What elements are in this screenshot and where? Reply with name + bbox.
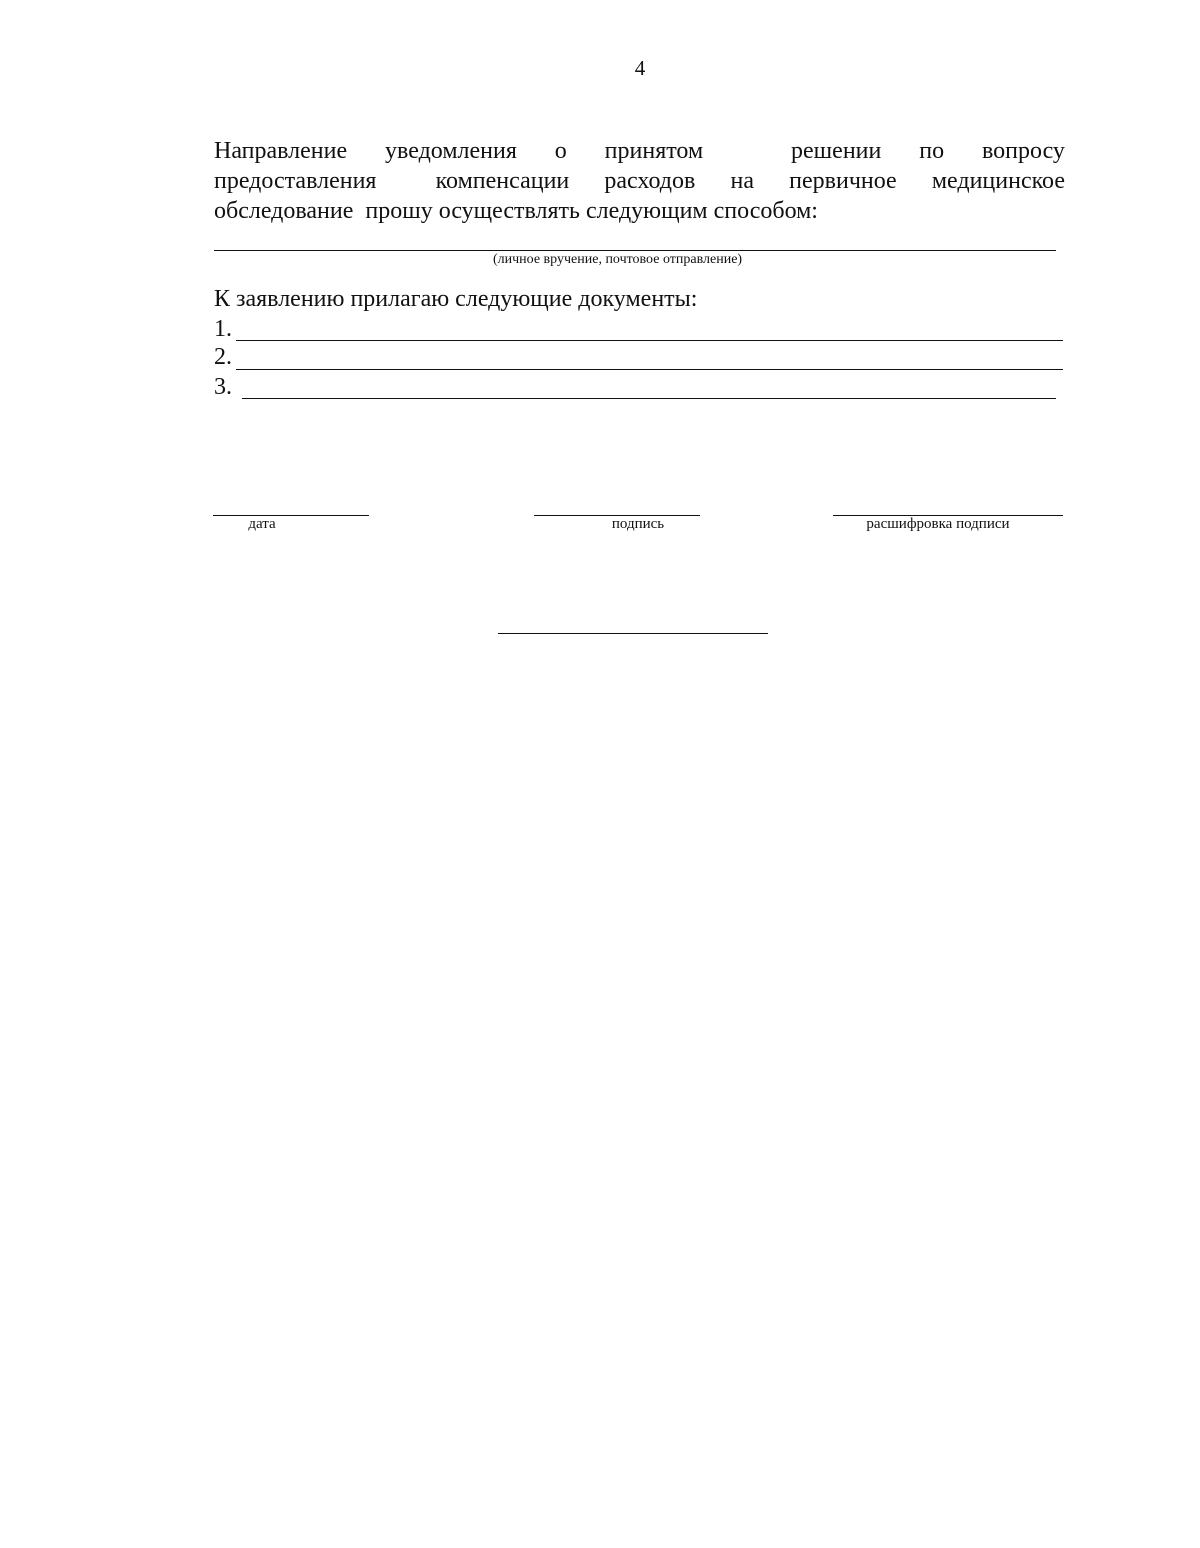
attachments-heading: К заявлению прилагаю следующие документы: <box>214 286 698 312</box>
page-number: 4 <box>634 56 646 80</box>
closing-divider <box>498 633 768 634</box>
signature-label: подпись <box>611 516 665 532</box>
attachment-item-field[interactable] <box>236 369 1063 370</box>
word: на <box>730 168 754 194</box>
attachment-item-field[interactable] <box>242 398 1056 399</box>
word: по <box>919 138 945 164</box>
attachment-item-number: 1. <box>214 316 232 342</box>
word: решении <box>791 138 882 164</box>
attachment-item-field[interactable] <box>236 340 1063 341</box>
word: уведомления <box>385 138 517 164</box>
attachment-item-number: 3. <box>214 374 232 400</box>
date-label: дата <box>248 516 276 532</box>
word: принятом <box>604 138 704 164</box>
notification-paragraph <box>214 136 1065 226</box>
word: вопросу <box>981 138 1065 164</box>
signature-decryption-label: расшифровка подписи <box>866 516 1010 532</box>
word: расходов <box>604 168 696 194</box>
notification-line-1 <box>214 136 1065 166</box>
word: медицинское <box>931 168 1065 194</box>
delivery-method-hint: (личное вручение, почтовое отправление) <box>493 252 743 267</box>
word: о <box>554 138 567 164</box>
notification-line-2 <box>214 166 1065 196</box>
delivery-method-field[interactable] <box>214 250 1056 251</box>
word: компенсации <box>435 168 570 194</box>
word: предоставления <box>214 168 377 194</box>
word: первичное <box>789 168 897 194</box>
notification-line-3: обследование прошу осуществлять следующим способом: <box>214 198 818 224</box>
attachment-item-number: 2. <box>214 344 232 370</box>
word: Направление <box>214 138 348 164</box>
